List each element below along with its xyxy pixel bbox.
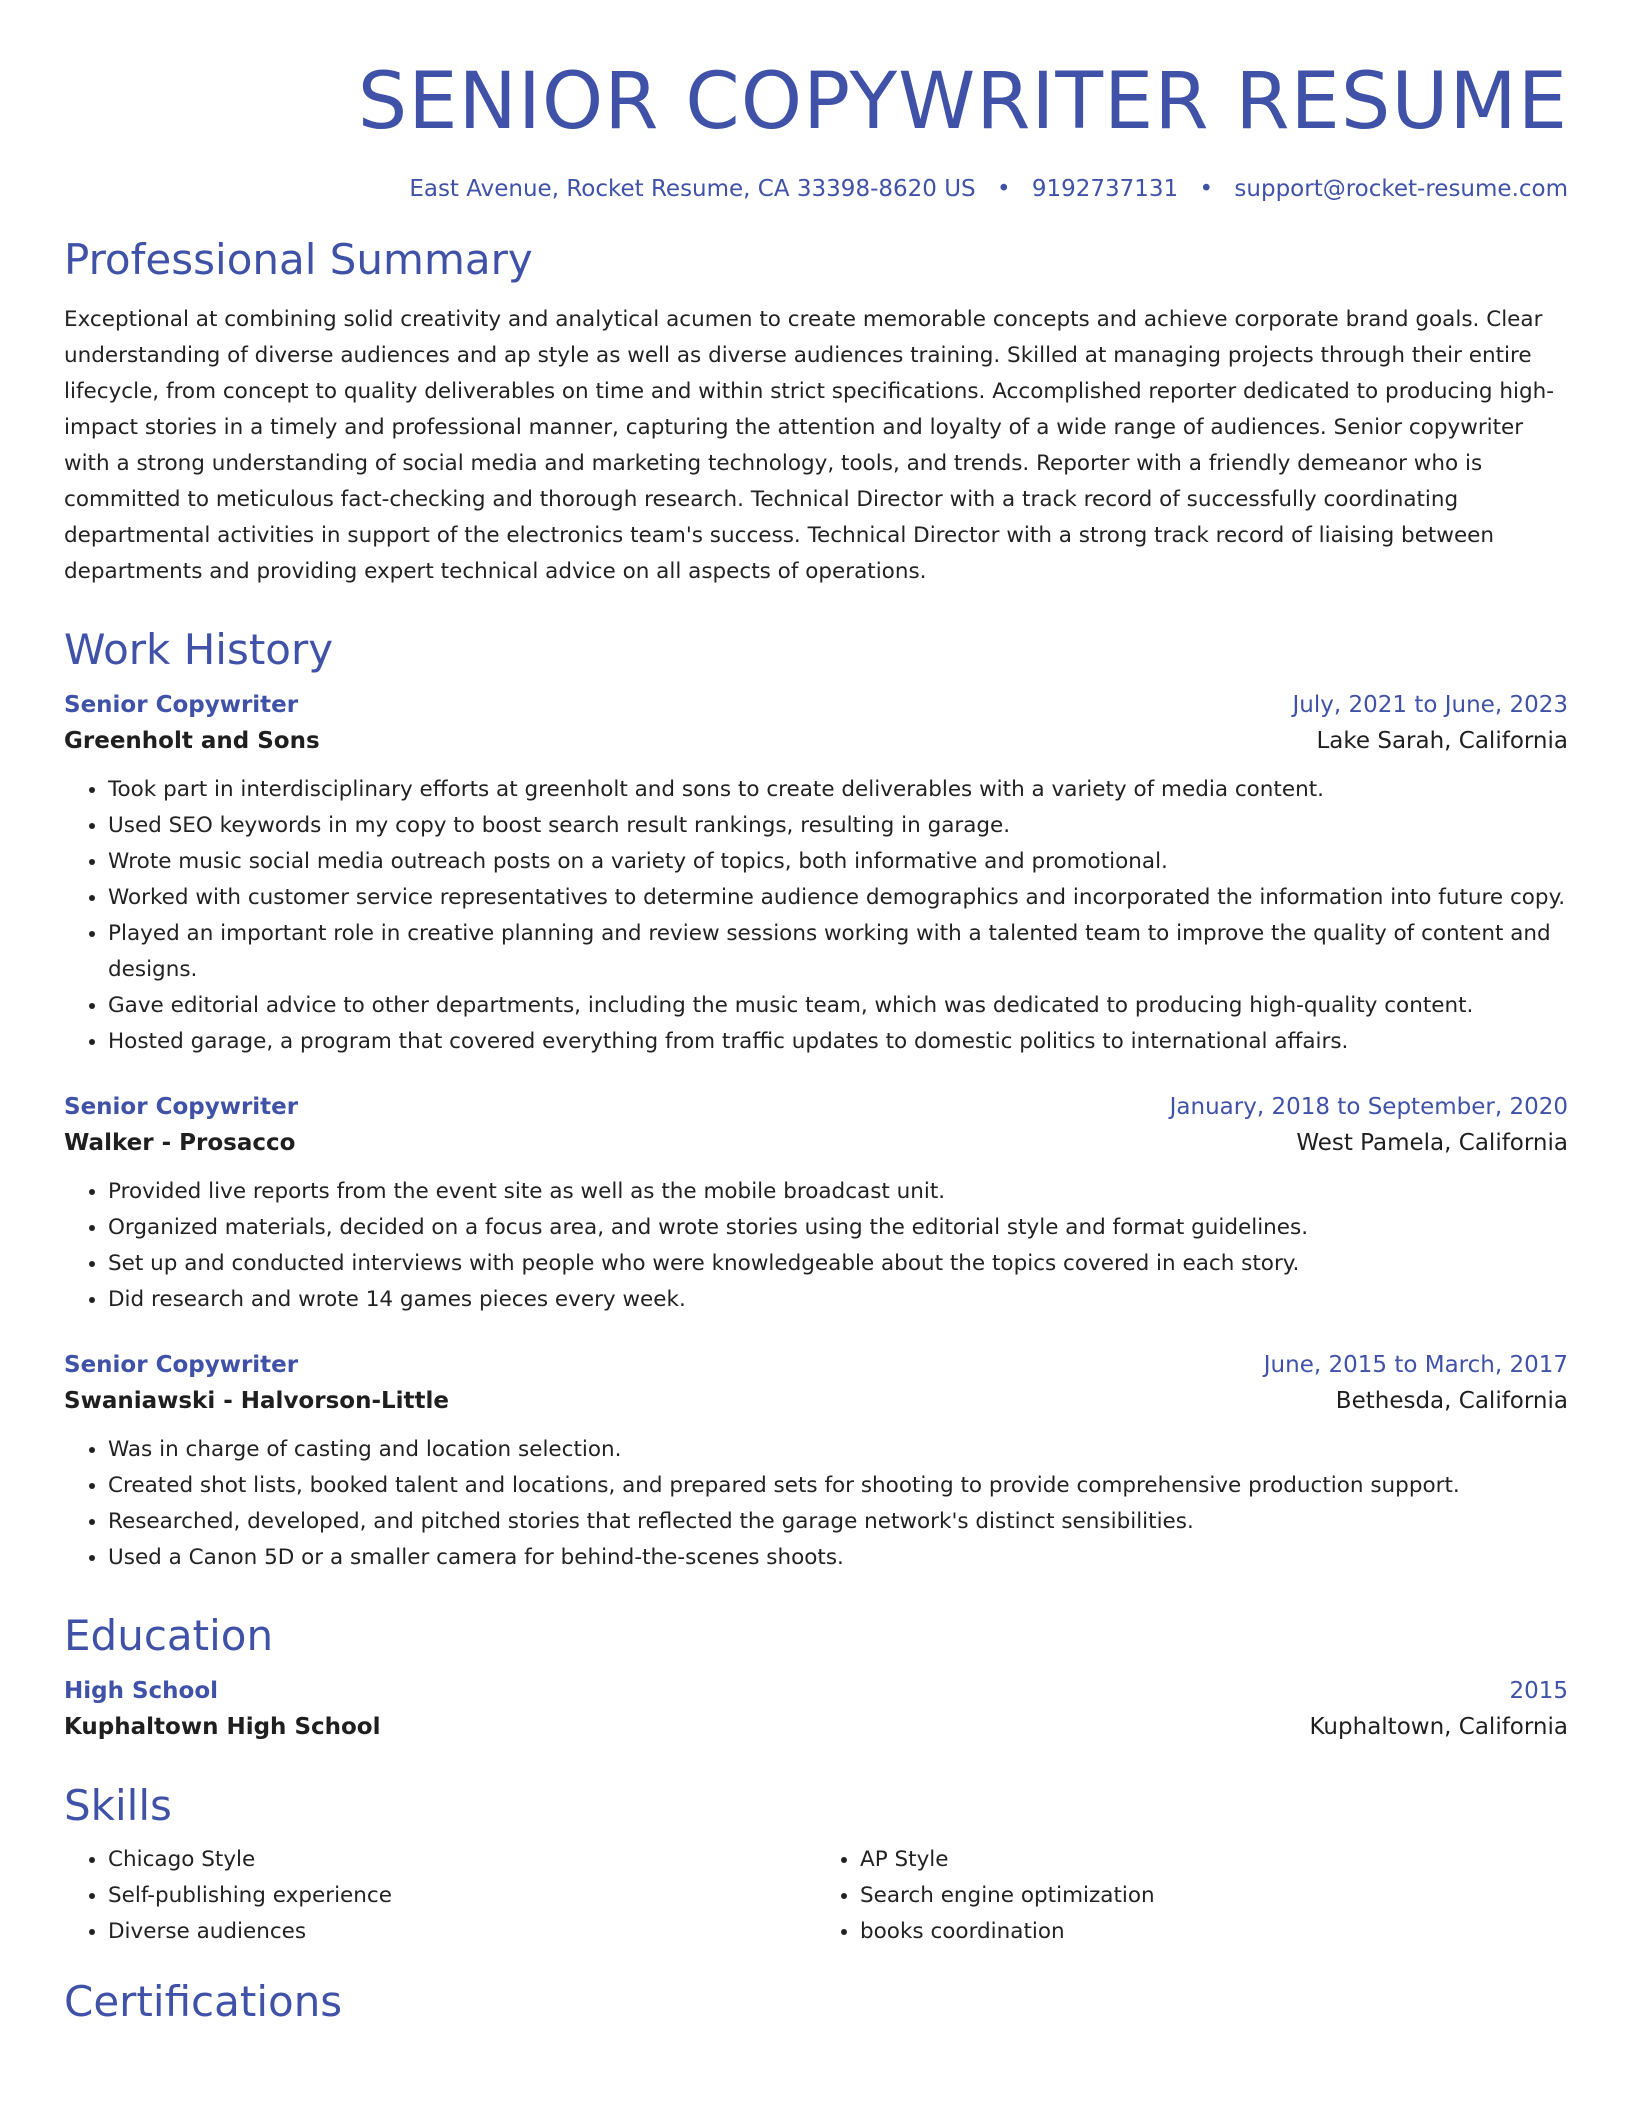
job-entry xyxy=(64,1348,1568,1576)
separator-dot: • xyxy=(1199,176,1214,202)
skill-item: • AP Style xyxy=(860,1842,1568,1878)
separator-dot: • xyxy=(996,176,1011,202)
list-item: • Organized materials, decided on a focus area, and wrote stories using the editorial style and format guidelines. xyxy=(108,1210,1568,1246)
job-dates: July, 2021 to June, 2023 xyxy=(1292,692,1568,718)
job-company-row xyxy=(64,1382,1568,1420)
list-item: • Hosted garage, a program that covered everything from traffic updates to domestic politics to international affairs. xyxy=(108,1024,1568,1060)
education-year: 2015 xyxy=(1509,1678,1568,1704)
skill-item: • Self-publishing experience xyxy=(108,1878,816,1914)
list-item: • Researched, developed, and pitched stories that reflected the garage network's distinct sensibilities. xyxy=(108,1504,1568,1540)
resume-header xyxy=(64,52,1568,204)
work-history-section xyxy=(64,624,1568,1576)
job-header-row xyxy=(64,1090,1568,1124)
list-item: • Provided live reports from the event site as well as the mobile broadcast unit. xyxy=(108,1174,1568,1210)
section-heading: Work History xyxy=(64,625,334,674)
section-heading: Skills xyxy=(64,1781,172,1830)
company-name: Walker - Prosacco xyxy=(64,1130,296,1156)
section-heading: Education xyxy=(64,1611,274,1660)
job-company-row xyxy=(64,722,1568,760)
certifications-section xyxy=(64,1976,1568,2028)
list-item: • Used SEO keywords in my copy to boost search result rankings, resulting in garage. xyxy=(108,808,1568,844)
email-link[interactable]: support@rocket-resume.com xyxy=(1234,176,1568,202)
section-heading: Professional Summary xyxy=(64,235,533,284)
job-location: Bethesda, California xyxy=(1335,1388,1568,1414)
job-bullets xyxy=(64,772,1568,1060)
phone-text: 9192737131 xyxy=(1031,176,1179,202)
job-bullets xyxy=(64,1174,1568,1318)
contact-line xyxy=(64,174,1568,204)
job-entry xyxy=(64,688,1568,1060)
skills-column-right xyxy=(816,1842,1568,1950)
list-item: • Played an important role in creative planning and review sessions working with a talented team to improve the quality of content and designs. xyxy=(108,916,1568,988)
job-header-row xyxy=(64,1348,1568,1382)
job-dates: January, 2018 to September, 2020 xyxy=(1169,1094,1568,1120)
job-company-row xyxy=(64,1124,1568,1162)
page-title: SENIOR COPYWRITER RESUME xyxy=(357,57,1568,147)
list-item: • Took part in interdisciplinary efforts at greenholt and sons to create deliverables with a variety of media content. xyxy=(108,772,1568,808)
list-item: • Worked with customer service representatives to determine audience demographics and incorporated the information into future copy. xyxy=(108,880,1568,916)
job-dates: June, 2015 to March, 2017 xyxy=(1263,1352,1568,1378)
list-item: • Was in charge of casting and location selection. xyxy=(108,1432,1568,1468)
school-location: Kuphaltown, California xyxy=(1309,1714,1568,1740)
job-entry xyxy=(64,1090,1568,1318)
list-item: • Did research and wrote 14 games pieces every week. xyxy=(108,1282,1568,1318)
summary-section xyxy=(64,234,1568,590)
skills-section xyxy=(64,1780,1568,1950)
skill-item: • Diverse audiences xyxy=(108,1914,816,1950)
skills-column-left xyxy=(64,1842,816,1950)
school-name: Kuphaltown High School xyxy=(64,1714,381,1740)
address-text: East Avenue, Rocket Resume, CA 33398-8620 US xyxy=(409,176,976,202)
job-title: Senior Copywriter xyxy=(64,1094,299,1120)
skill-item: • books coordination xyxy=(860,1914,1568,1950)
skill-item: • Search engine optimization xyxy=(860,1878,1568,1914)
list-item: • Wrote music social media outreach posts on a variety of topics, both informative and promotional. xyxy=(108,844,1568,880)
company-name: Swaniawski - Halvorson-Little xyxy=(64,1388,450,1414)
section-heading: Certifications xyxy=(64,1977,343,2026)
education-header-row xyxy=(64,1674,1568,1708)
degree-label: High School xyxy=(64,1678,219,1704)
job-location: West Pamela, California xyxy=(1296,1130,1568,1156)
company-name: Greenholt and Sons xyxy=(64,728,320,754)
list-item: • Used a Canon 5D or a smaller camera for behind-the-scenes shoots. xyxy=(108,1540,1568,1576)
list-item: • Set up and conducted interviews with people who were knowledgeable about the topics covered in each story. xyxy=(108,1246,1568,1282)
job-title: Senior Copywriter xyxy=(64,1352,299,1378)
job-bullets xyxy=(64,1432,1568,1576)
list-item: • Gave editorial advice to other departments, including the music team, which was dedicated to producing high-quality content. xyxy=(108,988,1568,1024)
education-school-row xyxy=(64,1708,1568,1746)
job-location: Lake Sarah, California xyxy=(1316,728,1568,754)
summary-text: Exceptional at combining solid creativity and analytical acumen to create memorable concepts and achieve corporate brand goals. Clear understanding of diverse audiences and ap style as well as diverse audiences training. Skilled at managing projects through their entire lifecycle, from concept to quality deliverables on time and within strict specifications. Accomplished reporter dedicated to producing high-impact stories in a timely and professional manner, capturing the attention and loyalty of a wide range of audiences. Senior copywriter with a strong understanding of social media and marketing technology, tools, and trends. Reporter with a friendly demeanor who is committed to meticulous fact-checking and thorough research. Technical Director with a track record of successfully coordinating departmental activities in support of the electronics team's success. Technical Director with a strong track record of liaising between departments and providing expert technical advice on all aspects of operations. xyxy=(64,307,1555,584)
list-item: • Created shot lists, booked talent and locations, and prepared sets for shooting to provide comprehensive production support. xyxy=(108,1468,1568,1504)
job-title: Senior Copywriter xyxy=(64,692,299,718)
education-section xyxy=(64,1610,1568,1746)
skill-item: • Chicago Style xyxy=(108,1842,816,1878)
job-header-row xyxy=(64,688,1568,722)
skills-grid xyxy=(64,1842,1568,1950)
